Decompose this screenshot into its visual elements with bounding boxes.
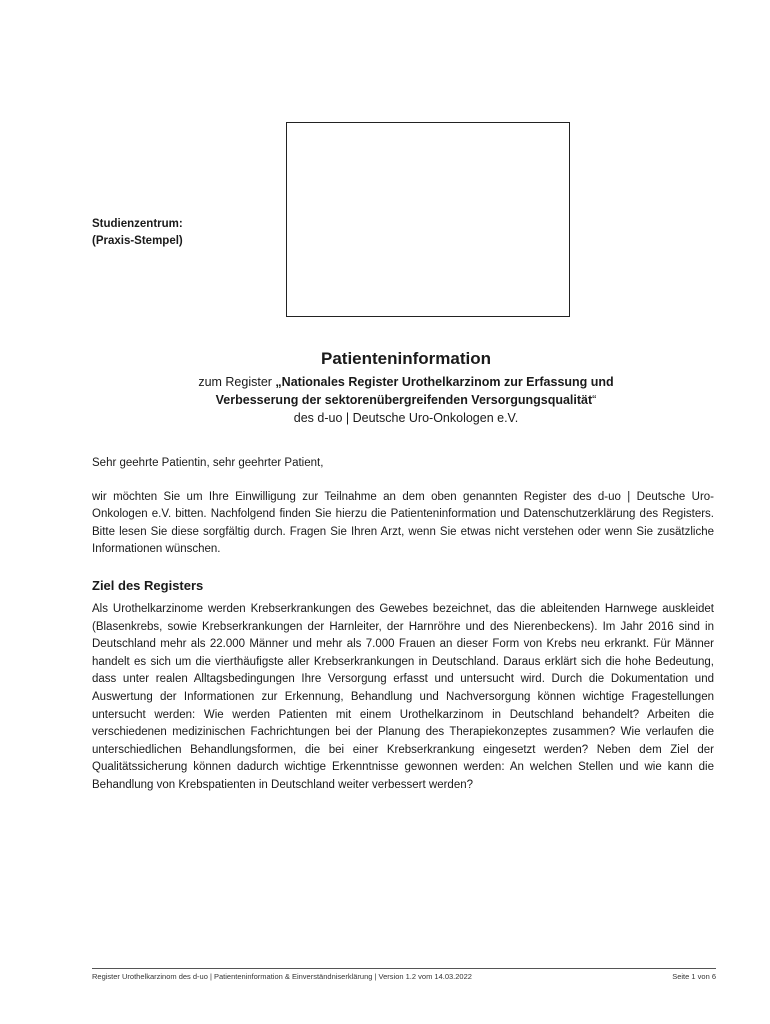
register-name-line1: „Nationales Register Urothelkarzinom zur Erfassung und: [275, 375, 614, 389]
intro-paragraph: wir möchten Sie um Ihre Einwilligung zur Teilnahme an dem oben genannten Register des d-uo | Deutsche Uro-Onkologen e.V. bitten. Nachfolgend finden Sie hierzu die Patienteninformation und Datenschutzerklärung des Registers. Bitte lesen Sie diese sorgfältig durch. Fragen Sie Ihren Arzt, wenn Sie etwas nicht verstehen oder wenn Sie zusätzliche Informationen wünschen.: [92, 490, 714, 556]
page-footer: [92, 968, 716, 982]
stamp-box: [286, 122, 570, 317]
register-name-line2: Verbesserung der sektorenübergreifenden Versorgungsqualität: [215, 393, 593, 407]
section-paragraph: Als Urothelkarzinome werden Krebserkrankungen des Gewebes bezeichnet, das die ableitenden Harnwege auskleidet (Blasenkrebs, sowie Krebserkrankungen der Harnleiter, der Harnröhre und des Nierenbeckens). Im Jahr 2016 sind in Deutschland mehr als 22.000 Männer und mehr als 7.000 Frauen an dieser Form von Krebs neu erkrankt. Für Männer handelt es sich um die vierthäufigste aller Krebserkrankungen in Deutschland. Daraus erklärt sich die hohe Bedeutung, dass unter realen Alltagsbedingungen Ihre Versorgung erfasst und untersucht wird. Durch die Dokumentation und Auswertung der Informationen zur Erkennung, Behandlung und Nachversorgung können wichtige Fragestellungen untersucht werden: Wie werden Patienten mit einem Urothelkarzinom in Deutschland behandelt? Arbeiten die verschiedenen medizinischen Fachrichtungen bei der Planung des Therapiekonzeptes zusammen? Wie verlaufen die unterschiedlichen Behandlungsformen, die bei einer Krebserkrankung eingesetzt werden? Neben dem Ziel der Qualitätssicherung können dadurch wichtige Erkenntnisse gewonnen werden: An welchen Stellen und wie kann die Behandlung von Krebspatienten in Deutschland weiter verbessert werden?: [92, 602, 714, 791]
register-intro: zum Register: [198, 375, 276, 389]
register-line-2: [92, 391, 720, 409]
footer-document-info: Register Urothelkarzinom des d-uo | Patienteninformation & Einverständniserklärung | Version 1.2 vom 14.03.2022: [92, 972, 472, 981]
document-body: [92, 455, 714, 795]
study-center-label: [92, 216, 183, 250]
register-line-1: [92, 373, 720, 391]
register-closing-quote: “: [592, 393, 597, 407]
greeting: Sehr geehrte Patientin, sehr geehrter Patient,: [92, 457, 324, 469]
title-block: [92, 348, 720, 427]
organization-line: des d-uo | Deutsche Uro-Onkologen e.V.: [293, 411, 519, 425]
study-center-label-line2: (Praxis-Stempel): [92, 235, 183, 247]
study-center-label-line1: Studienzentrum:: [92, 218, 183, 230]
page-number: Seite 1 von 6: [672, 972, 716, 981]
page-title: Patienteninformation: [320, 349, 491, 368]
section-heading: Ziel des Registers: [92, 577, 204, 593]
